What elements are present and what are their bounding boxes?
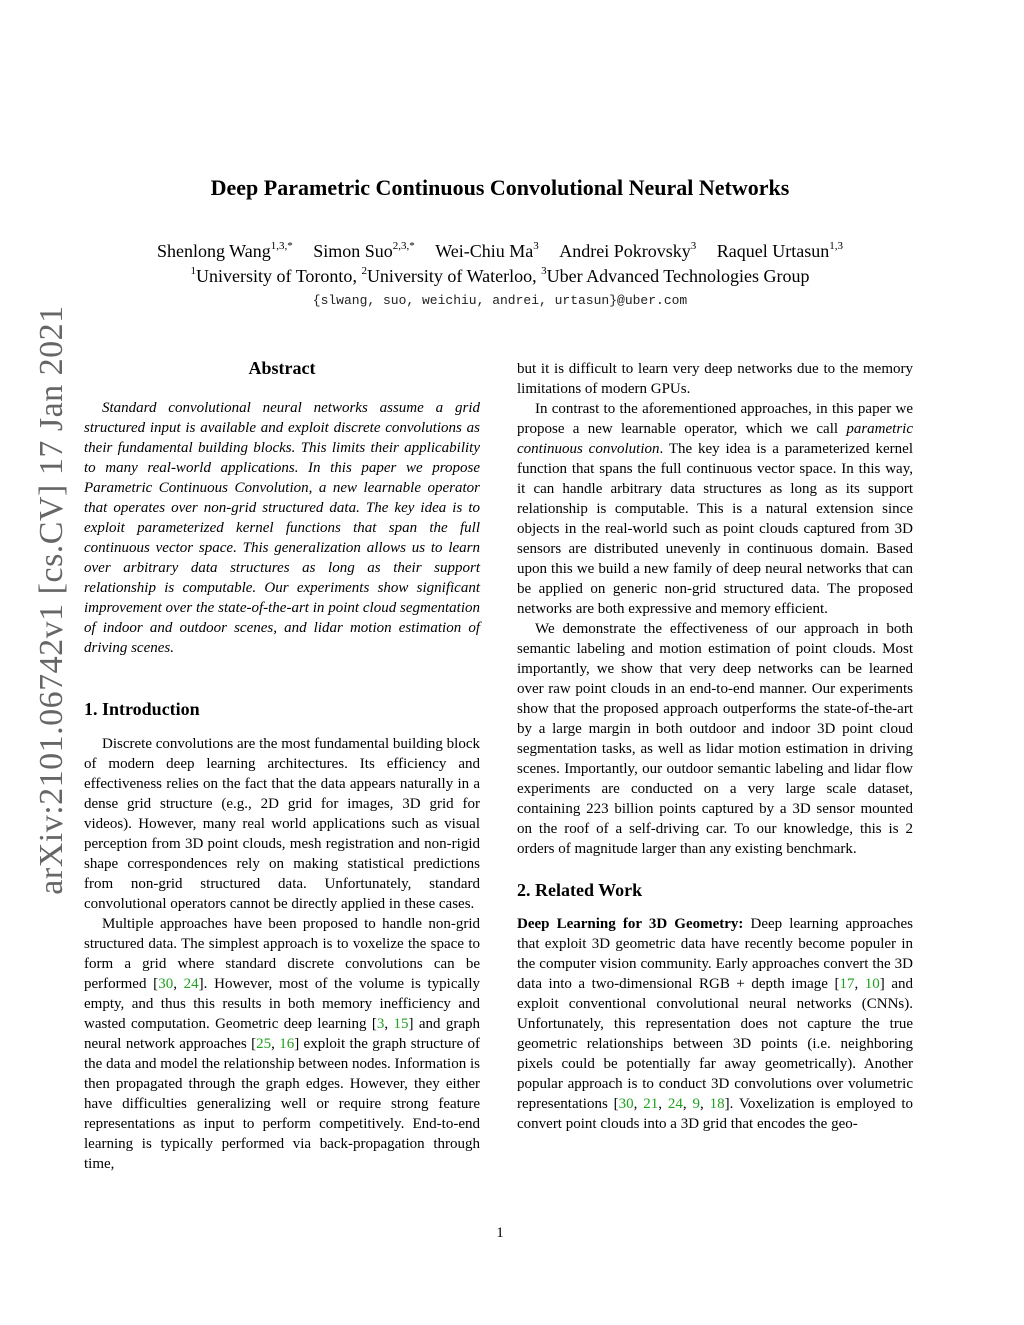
paragraph-heading: Deep Learning for 3D Geometry: xyxy=(517,916,744,932)
abstract-heading: Abstract xyxy=(248,358,316,378)
affiliation: Uber Advanced Technologies Group xyxy=(546,266,810,286)
intro-paragraph-continued: but it is difficult to learn very deep networks due to the memory limitations of modern GPUs. xyxy=(517,361,913,397)
citation-link[interactable]: 21 xyxy=(643,1096,659,1112)
author: Raquel Urtasun$^{1,3}$ xyxy=(716,240,844,261)
citation-link[interactable]: 9 xyxy=(692,1096,701,1112)
section-heading-introduction: 1. Introduction xyxy=(84,699,200,719)
left-column xyxy=(84,357,480,1174)
paper-title: Deep Parametric Continuous Convolutional Neural Networks xyxy=(210,175,790,200)
citation-link[interactable]: 24 xyxy=(667,1096,683,1112)
citation-link[interactable]: 24 xyxy=(183,976,199,992)
arxiv-id: arXiv:2101.06742v1 [cs.CV] 17 Jan 2021 xyxy=(33,305,70,895)
citation-link[interactable]: 30 xyxy=(618,1096,634,1112)
abstract-text: Standard convolutional neural networks assume a grid structured input is available and exploit discrete convolutions as their fundamental building blocks. This limits their applicability to many real-world applications. In this paper we propose Parametric Continuous Convolution, a new learnable operator that operates over non-grid structured data. The key idea is to exploit parameterized kernel functions that span the full continuous vector space. This generalization allows us to learn over arbitrary data structures as long as their support relationship is computable. Our experiments show significant improvement over the state-of-the-art in point cloud segmentation of indoor and outdoor scenes, and lidar motion estimation of driving scenes. xyxy=(84,400,480,656)
author-list xyxy=(0,240,1000,262)
citation-link[interactable]: 25 xyxy=(256,1036,272,1052)
citation-link[interactable]: 30 xyxy=(158,976,174,992)
citation-link[interactable]: 3 xyxy=(376,1016,385,1032)
right-column xyxy=(517,359,913,1134)
author: Wei-Chiu Ma$^3$ xyxy=(435,240,539,261)
section-heading-related-work: 2. Related Work xyxy=(517,880,643,900)
citation-link[interactable]: 10 xyxy=(864,976,880,992)
citation-link[interactable]: 18 xyxy=(709,1096,725,1112)
affiliation: University of Waterloo xyxy=(366,266,533,286)
intro-paragraph-3: In contrast to the aforementioned approaches, in this paper we propose a new learnable operator, which we call parametric continuous convolution. The key idea is a parameterized kernel function that spans the full continuous vector space. In this way, it can handle arbitrary data structures as long as its support relationship is computable. This is a natural extension since objects in the real-world such as point clouds captured from 3D sensors are distributed unevenly in continuous domain. Based upon this we build a new family of deep neural networks that can be applied on generic non-grid structured data. The proposed networks are both expressive and memory efficient. xyxy=(517,401,913,617)
intro-paragraph-4: We demonstrate the effectiveness of our approach in both semantic labeling and motion estimation of point clouds. Most importantly, we show that very deep networks can be learned over raw point clouds in an end-to-end manner. Our experiments show that the proposed approach outperforms the state-of-the-art by a large margin in both outdoor and indoor 3D point cloud segmentation tasks, as well as lidar motion estimation in driving scenes. Importantly, our outdoor semantic labeling and lidar flow experiments are conducted on a very large scale dataset, containing 223 billion points captured by a 3D sensor mounted on the roof of a self-driving car. To our knowledge, this is 2 orders of magnitude larger than any existing benchmark. xyxy=(517,621,913,857)
author: Shenlong Wang$^{1,3,*}$ xyxy=(156,240,293,261)
citation-link[interactable]: 15 xyxy=(393,1016,409,1032)
citation-link[interactable]: 16 xyxy=(279,1036,295,1052)
citation-link[interactable]: 17 xyxy=(839,976,855,992)
author: Andrei Pokrovsky$^3$ xyxy=(559,240,697,261)
emphasis-term: parametric continuous convolution xyxy=(517,421,913,457)
author-email: {slwang, suo, weichiu, andrei, urtasun}@uber.com xyxy=(312,293,688,308)
author: Simon Suo$^{2,3,*}$ xyxy=(313,240,415,261)
intro-paragraph-2: Multiple approaches have been proposed to handle non-grid structured data. The simplest approach is to voxelize the space to form a grid where standard discrete convolutions can be performed [30, 24]. However, most of the volume is typically empty, and thus this results in both memory inefficiency and wasted computation. Geometric deep learning [3, 15] and graph neural network approaches [25, 16] exploit the graph structure of the data and model the relationship between nodes. Information is then propagated through the graph edges. However, they either have difficulties generalizing well or require strong feature representations as input to perform competitively. End-to-end learning is typically performed via back-propagation through time, xyxy=(84,916,481,1172)
intro-paragraph-1: Discrete convolutions are the most fundamental building block of modern deep learning architectures. Its efficiency and effectiveness relies on the fact that the data appears naturally in a dense grid structure (e.g., 2D grid for images, 3D grid for videos). However, many real world applications such as visual perception from 3D point clouds, mesh registration and non-rigid shape correspondences rely on making statistical predictions from non-grid structured data. Unfortunately, standard convolutional operators cannot be directly applied in these cases. xyxy=(84,736,480,912)
related-work-paragraph-1: Deep Learning for 3D Geometry: Deep learning approaches that exploit 3D geometric data have recently become populer in the computer vision community. Early approaches convert the 3D data into a two-dimensional RGB + depth image [17, 10] and exploit conventional convolutional neural networks (CNNs). Unfortunately, this representation does not capture the true geometric relationships between 3D points (i.e. neighboring pixels could be potentially far away geometrically). Another popular approach is to conduct 3D convolutions over volumetric representations [30, 21, 24, 9, 18]. Voxelization is employed to convert point clouds into a 3D grid that encodes the geo- xyxy=(517,916,914,1132)
affiliation-list: $^1$University of Toronto, $^2$University of Waterloo, $^3$Uber Advanced Technologies Group xyxy=(190,265,810,286)
affiliation: University of Toronto xyxy=(196,266,353,286)
page-number: 1 xyxy=(496,1225,504,1241)
